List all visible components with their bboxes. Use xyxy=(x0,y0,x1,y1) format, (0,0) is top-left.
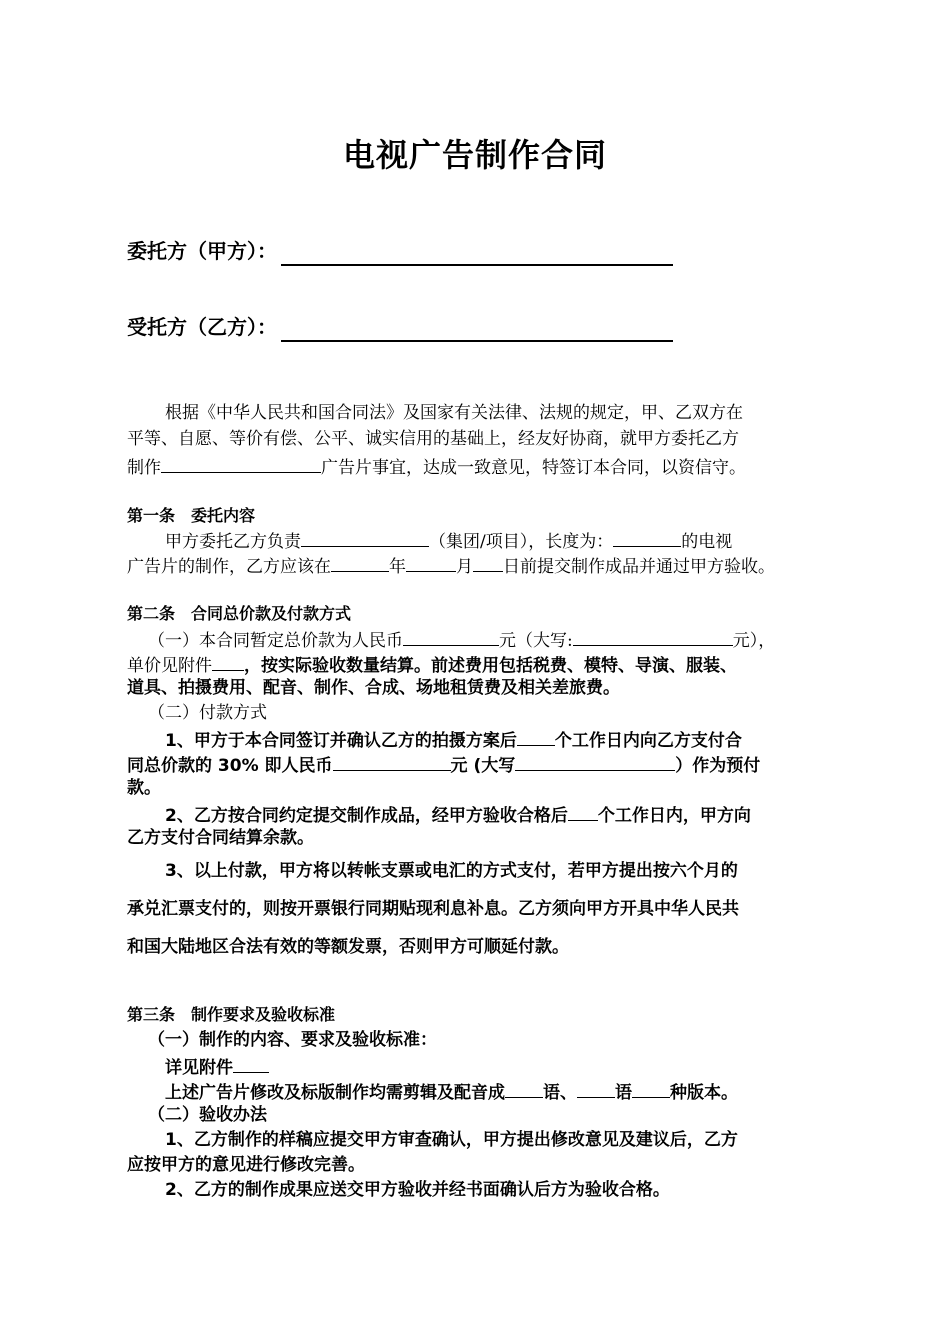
a1-text-1c: 的电视 xyxy=(681,532,733,552)
article-3-line-2 xyxy=(165,1054,269,1079)
prepay-words-blank[interactable] xyxy=(515,752,675,771)
language-2-blank[interactable] xyxy=(577,1079,615,1098)
article-3-line-7: 2、乙方的制作成果应送交甲方验收并经书面确认后方为验收合格。 xyxy=(165,1180,670,1200)
preamble-text-3b: 广告片事宜，达成一致意见，特签订本合同，以资信守。 xyxy=(321,458,746,478)
a1-text-1b: （集团/项目），长度为： xyxy=(429,532,614,552)
preamble-line-3 xyxy=(127,454,746,479)
preamble-text-3a: 制作 xyxy=(127,458,161,478)
a1-text-1a: 甲方委托乙方负责 xyxy=(165,532,301,552)
a1-text-2b: 年 xyxy=(389,557,406,577)
article-2-heading: 第二条 合同总价款及付款方式 xyxy=(127,604,352,623)
total-price-words-blank[interactable] xyxy=(573,627,733,646)
article-2-line-8 xyxy=(165,802,751,827)
version-count-blank[interactable] xyxy=(632,1079,670,1098)
language-1-blank[interactable] xyxy=(505,1079,543,1098)
a2-text-2b: ，按实际验收数量结算。前述费用包括税费、模特、导演、服装、 xyxy=(244,656,737,676)
total-price-blank[interactable] xyxy=(403,627,499,646)
article-1-line-1 xyxy=(165,528,732,553)
article-2-line-11: 承兑汇票支付的，则按开票银行同期贴现利息补息。乙方须向甲方开具中华人民共 xyxy=(127,899,739,919)
article-3-line-5: 1、乙方制作的样稿应提交甲方审查确认，甲方提出修改意见及建议后，乙方 xyxy=(165,1130,738,1150)
preamble-text-1: 根据《中华人民共和国合同法》及国家有关法律、法规的规定，甲、乙双方在 xyxy=(165,403,743,423)
a3-text-2: 详见附件 xyxy=(165,1058,233,1078)
a1-text-2c: 月 xyxy=(456,557,473,577)
preamble-line-2 xyxy=(127,428,739,450)
a2-text-6a: 同总价款的 30% 即人民币 xyxy=(127,756,333,776)
article-1-line-2 xyxy=(127,553,775,578)
a2-text-8a: 2、乙方按合同约定提交制作成品，经甲方验收合格后 xyxy=(165,806,568,826)
article-2-line-6 xyxy=(127,752,760,777)
party-b-row xyxy=(127,312,673,342)
attachment-blank[interactable] xyxy=(233,1054,269,1073)
article-2-line-7: 款。 xyxy=(127,778,161,798)
article-2-line-4: （二）付款方式 xyxy=(148,703,267,723)
party-a-blank[interactable] xyxy=(281,238,673,266)
a2-text-6c: ）作为预付 xyxy=(675,756,761,776)
a2-text-1a: （一）本合同暂定总价款为人民币 xyxy=(148,631,403,651)
a2-text-6b: 元 (大写 xyxy=(450,756,516,776)
year-blank[interactable] xyxy=(331,553,389,572)
balance-days-blank[interactable] xyxy=(568,802,598,821)
a2-text-1c: 元）， xyxy=(732,631,776,651)
a2-text-8b: 个工作日内，甲方向 xyxy=(597,806,751,826)
article-3-line-4: （二）验收办法 xyxy=(148,1105,267,1125)
a2-text-2a: 单价见附件 xyxy=(127,656,212,676)
article-2-line-3: 道具、拍摄费用、配音、制作、合成、场地租赁费及相关差旅费。 xyxy=(127,678,620,698)
length-blank[interactable] xyxy=(613,528,681,547)
article-3-line-3 xyxy=(165,1079,738,1104)
article-1-heading: 第一条 委托内容 xyxy=(127,506,256,525)
a3-text-3d: 种版本。 xyxy=(670,1083,738,1103)
preamble-text-2: 平等、自愿、等价有偿、公平、诚实信用的基础上，经友好协商，就甲方委托乙方 xyxy=(127,429,739,449)
article-2-line-1 xyxy=(148,627,775,652)
article-3-heading: 第三条 制作要求及验收标准 xyxy=(127,1005,336,1024)
month-blank[interactable] xyxy=(406,553,456,572)
article-3-line-1: （一）制作的内容、要求及验收标准： xyxy=(148,1030,437,1050)
article-2-line-10: 3、以上付款，甲方将以转帐支票或电汇的方式支付，若甲方提出按六个月的 xyxy=(165,861,738,881)
article-2-line-2 xyxy=(127,652,737,677)
a2-text-1b: 元（大写: xyxy=(499,631,573,651)
article-2-line-12: 和国大陆地区合法有效的等额发票，否则甲方可顺延付款。 xyxy=(127,937,569,957)
party-a-label: 委托方（甲方）： xyxy=(127,239,277,263)
project-blank[interactable] xyxy=(301,528,429,547)
unit-price-attachment-blank[interactable] xyxy=(212,652,244,671)
preamble-line-1 xyxy=(165,402,743,424)
party-a-row xyxy=(127,236,673,266)
prepay-amount-blank[interactable] xyxy=(333,752,451,771)
ad-name-blank[interactable] xyxy=(161,454,321,473)
party-b-blank[interactable] xyxy=(281,314,673,342)
a1-text-2a: 广告片的制作，乙方应该在 xyxy=(127,557,331,577)
a3-text-3b: 语、 xyxy=(543,1083,577,1103)
a1-text-2d: 日前提交制作成品并通过甲方验收。 xyxy=(503,557,775,577)
prepay-days-blank[interactable] xyxy=(517,727,555,746)
article-2-line-9: 乙方支付合同结算余款。 xyxy=(127,828,314,848)
day-blank[interactable] xyxy=(473,553,503,572)
article-3-line-6: 应按甲方的意见进行修改完善。 xyxy=(127,1155,365,1175)
article-2-line-5 xyxy=(165,727,742,752)
page-title: 电视广告制作合同 xyxy=(342,136,607,174)
party-b-label: 受托方（乙方）： xyxy=(127,315,277,339)
a2-text-5a: 1、甲方于本合同签订并确认乙方的拍摄方案后 xyxy=(165,731,517,751)
a2-text-5b: 个工作日内向乙方支付合 xyxy=(554,731,742,751)
a3-text-3c: 语 xyxy=(615,1083,632,1103)
a3-text-3a: 上述广告片修改及标版制作均需剪辑及配音成 xyxy=(165,1083,505,1103)
